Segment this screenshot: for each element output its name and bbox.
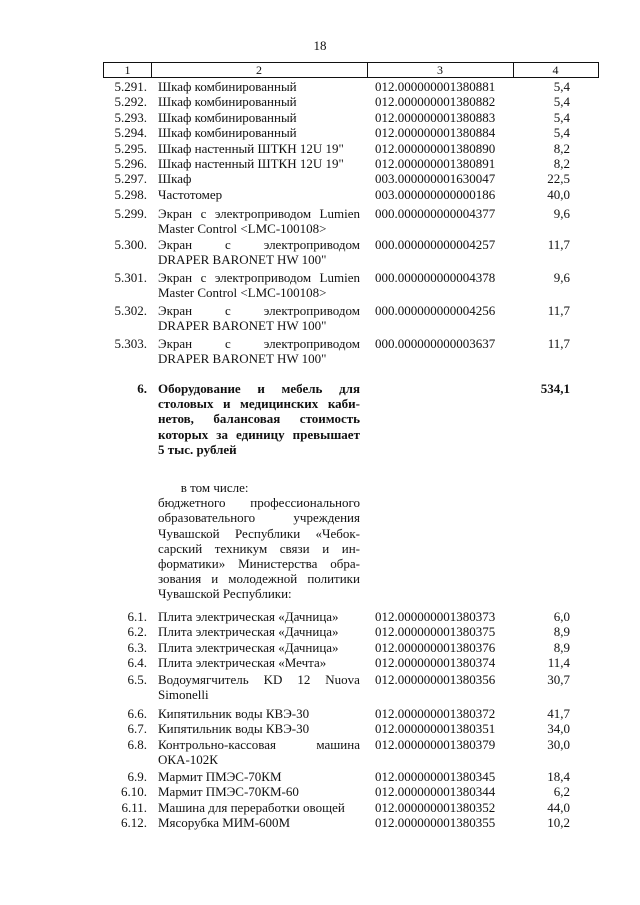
row-description: Экран с электроприводом DRAPER BARONET HW 100" bbox=[158, 237, 360, 268]
row-value: 11,7 bbox=[547, 303, 570, 318]
row-value: 11,7 bbox=[547, 237, 570, 252]
row-description: Кипятильник воды КВЭ-30 bbox=[158, 706, 310, 721]
row-value: 44,0 bbox=[547, 799, 570, 815]
row-number: 6.3. bbox=[127, 639, 147, 655]
row-value: 5,4 bbox=[553, 109, 570, 125]
row-description: Плита электрическая «Дачница» bbox=[158, 609, 339, 624]
row-description: Шкаф комбинированный bbox=[158, 94, 297, 110]
row-inventory-code: 012.000000001380891 bbox=[375, 156, 496, 171]
row-number: 6.11. bbox=[121, 799, 147, 815]
row-description: Водоумягчитель KD 12 Nuova Simonelli bbox=[158, 672, 360, 703]
row-description: Плита электрическая «Дачница» bbox=[158, 624, 339, 640]
row-value: 8,2 bbox=[553, 156, 570, 171]
row-description: Экран с электроприводом Lumien Master Control <LMC-100108> bbox=[158, 206, 360, 237]
row-number: 5.294. bbox=[114, 125, 147, 141]
row-description: Шкаф комбинированный bbox=[158, 125, 297, 141]
row-number: 5.296. bbox=[114, 156, 147, 171]
header-col-1: 1 bbox=[124, 63, 131, 77]
row-value: 5,4 bbox=[553, 125, 570, 141]
row-inventory-code: 012.000000001380379 bbox=[375, 736, 496, 752]
row-number: 6.7. bbox=[127, 721, 147, 737]
row-inventory-code: 012.000000001380355 bbox=[375, 815, 496, 831]
header-col-4: 4 bbox=[552, 63, 559, 77]
row-value: 10,2 bbox=[547, 815, 570, 831]
row-value: 8,9 bbox=[553, 639, 570, 655]
row-number: 5.292. bbox=[114, 94, 147, 110]
row-inventory-code: 000.000000000004378 bbox=[375, 270, 496, 285]
row-number: 6.1. bbox=[127, 609, 147, 624]
row-description: Оборудование и мебель для столовых и медицинских каби- нетов, балансовая стоимость которых за единицу превышает 5 тыс. рублей bbox=[158, 381, 360, 457]
row-inventory-code: 012.000000001380882 bbox=[375, 94, 496, 110]
row-inventory-code: 012.000000001380373 bbox=[375, 609, 496, 624]
header-col-3: 3 bbox=[437, 63, 443, 77]
row-value: 5,4 bbox=[553, 94, 570, 110]
row-number: 5.299. bbox=[114, 206, 147, 221]
row-inventory-code: 012.000000001380881 bbox=[375, 79, 496, 94]
row-description: Шкаф настенный ШТКН 12U 19" bbox=[158, 156, 344, 171]
row-inventory-code: 012.000000001380351 bbox=[375, 721, 496, 737]
row-description: Экран с электроприводом DRAPER BARONET HW 100" bbox=[158, 303, 360, 334]
row-number: 6.10. bbox=[121, 784, 147, 800]
row-value: 30,0 bbox=[547, 736, 570, 752]
row-number: 5.293. bbox=[114, 109, 147, 125]
row-description: Шкаф комбинированный bbox=[158, 79, 297, 94]
row-description: Мармит ПМЭС-70КМ-60 bbox=[158, 784, 299, 800]
row-value: 8,9 bbox=[553, 624, 570, 640]
row-number: 6.5. bbox=[127, 672, 147, 687]
row-value: 18,4 bbox=[547, 769, 570, 784]
row-description: Экран с электроприводом Lumien Master Control <LMC-100108> bbox=[158, 270, 360, 301]
row-inventory-code: 012.000000001380344 bbox=[375, 784, 496, 800]
row-value: 11,4 bbox=[547, 655, 570, 671]
row-inventory-code: 012.000000001380890 bbox=[375, 140, 496, 156]
row-inventory-code: 012.000000001380372 bbox=[375, 706, 496, 721]
row-value: 41,7 bbox=[547, 706, 570, 721]
row-inventory-code: 012.000000001380375 bbox=[375, 624, 496, 640]
row-number: 5.303. bbox=[114, 336, 147, 351]
row-number: 6.12. bbox=[121, 815, 147, 831]
row-inventory-code: 012.000000001380376 bbox=[375, 639, 496, 655]
row-value: 5,4 bbox=[553, 79, 570, 94]
row-description: Частотомер bbox=[158, 186, 223, 202]
page-number: 18 bbox=[313, 38, 327, 53]
row-description: Шкаф настенный ШТКН 12U 19" bbox=[158, 140, 344, 156]
row-description: Контрольно-кассовая машина ОКА-102К bbox=[158, 736, 360, 767]
row-description: Мясорубка МИМ-600М bbox=[158, 815, 291, 831]
row-inventory-code: 012.000000001380884 bbox=[375, 125, 496, 141]
row-number: 6.8. bbox=[127, 736, 147, 752]
row-number: 5.295. bbox=[114, 140, 147, 156]
row-value: 9,6 bbox=[553, 270, 570, 285]
row-description: Плита электрическая «Мечта» bbox=[158, 655, 327, 671]
row-number: 5.301. bbox=[114, 270, 147, 285]
row-number: 5.297. bbox=[114, 171, 147, 187]
row-inventory-code: 000.000000000003637 bbox=[375, 336, 496, 351]
row-inventory-code: 012.000000001380345 bbox=[375, 769, 496, 784]
row-inventory-code: 012.000000001380374 bbox=[375, 655, 496, 671]
row-description: Кипятильник воды КВЭ-30 bbox=[158, 721, 310, 737]
row-inventory-code: 003.000000001630047 bbox=[375, 171, 496, 187]
row-number: 6.9. bbox=[127, 769, 147, 784]
row-number: 5.302. bbox=[114, 303, 147, 318]
header-col-2: 2 bbox=[256, 63, 262, 77]
row-inventory-code: 000.000000000004377 bbox=[375, 206, 496, 221]
row-value: 34,0 bbox=[547, 721, 570, 737]
row-value: 8,2 bbox=[553, 140, 570, 156]
row-number: 5.300. bbox=[114, 237, 147, 252]
row-inventory-code: 000.000000000004257 bbox=[375, 237, 496, 252]
row-value: 11,7 bbox=[547, 336, 570, 351]
row-number: 6. bbox=[137, 381, 147, 396]
row-number: 6.4. bbox=[127, 655, 147, 671]
row-description: Машина для переработки овощей bbox=[158, 799, 345, 815]
row-description: Плита электрическая «Дачница» bbox=[158, 639, 339, 655]
row-description: Шкаф комбинированный bbox=[158, 109, 297, 125]
row-inventory-code: 003.000000000000186 bbox=[375, 186, 496, 202]
row-number: 6.2. bbox=[127, 624, 147, 640]
row-number: 6.6. bbox=[127, 706, 147, 721]
row-number: 5.298. bbox=[114, 186, 147, 202]
row-value: 6,0 bbox=[553, 609, 570, 624]
row-inventory-code: 012.000000001380352 bbox=[375, 799, 496, 815]
row-description: в том числе: бюджетного профессионального образовательного учреждения Чувашской Республики «Чебок- сарский техникум связи и ин- форматики» Министерства обра- зования и молодежной политики Чувашской Республики: bbox=[158, 480, 360, 602]
row-value: 30,7 bbox=[547, 672, 570, 687]
row-inventory-code: 012.000000001380883 bbox=[375, 109, 496, 125]
row-description: Шкаф bbox=[158, 171, 192, 187]
row-number: 5.291. bbox=[114, 79, 147, 94]
row-inventory-code: 012.000000001380356 bbox=[375, 672, 496, 687]
row-value: 40,0 bbox=[547, 186, 570, 202]
row-value: 6,2 bbox=[553, 784, 570, 800]
row-value: 534,1 bbox=[540, 381, 570, 396]
row-description: Экран с электроприводом DRAPER BARONET HW 100" bbox=[158, 336, 360, 367]
row-description: Мармит ПМЭС-70КМ bbox=[158, 769, 282, 784]
row-value: 22,5 bbox=[547, 171, 570, 187]
row-value: 9,6 bbox=[553, 206, 570, 221]
row-inventory-code: 000.000000000004256 bbox=[375, 303, 496, 318]
